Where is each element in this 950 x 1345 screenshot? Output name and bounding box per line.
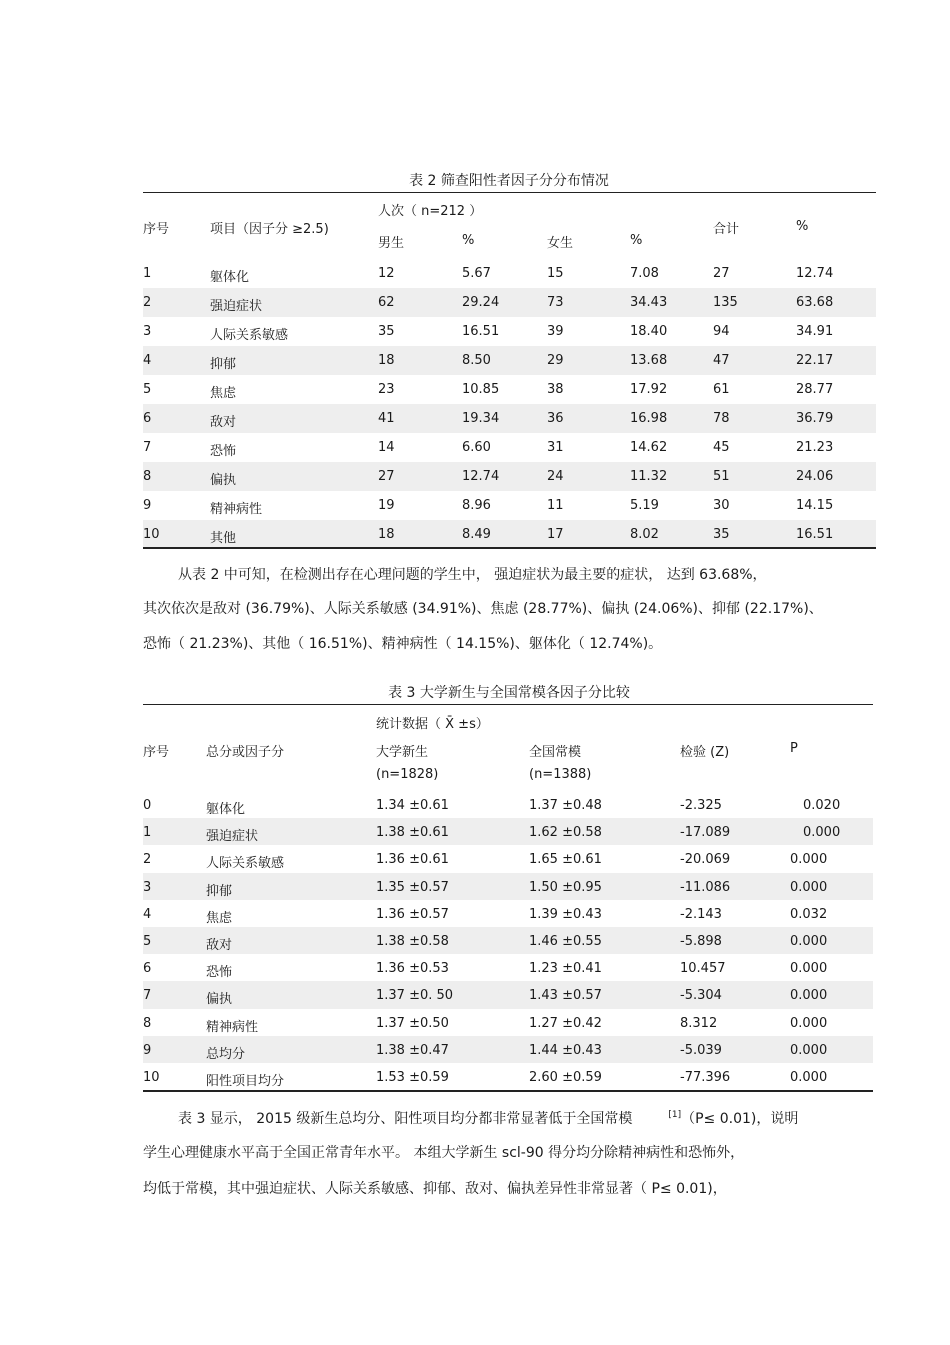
table2-cell-total: 78 bbox=[713, 411, 730, 426]
t2-header-item: 项目（因子分 ≥2.5) bbox=[210, 222, 329, 237]
table3-cell-p: 0.000 bbox=[790, 1015, 828, 1031]
table3-cell-no: 9 bbox=[143, 1042, 152, 1058]
table2-cell-female: 11 bbox=[547, 498, 564, 513]
table2-cell-total: 27 bbox=[713, 266, 730, 281]
t3-header-freshmen-n: (n=1828) bbox=[376, 767, 439, 782]
table2-cell-male: 27 bbox=[378, 469, 395, 484]
table2-cell-total-pct: 36.79 bbox=[796, 411, 834, 426]
table2-cell-male: 18 bbox=[378, 527, 395, 542]
t2-header-female-pct: % bbox=[630, 233, 643, 248]
table2-top-rule bbox=[143, 192, 876, 193]
table2-cell-item: 人际关系敏感 bbox=[210, 328, 289, 343]
table3-cell-norm: 1.62 ±0.58 bbox=[529, 825, 602, 841]
table2-cell-female-pct: 11.32 bbox=[630, 469, 668, 484]
table2-cell-item: 抑郁 bbox=[210, 357, 237, 372]
table2-cell-no: 9 bbox=[143, 498, 152, 513]
table3-cell-no: 3 bbox=[143, 879, 152, 895]
table2-cell-total-pct: 34.91 bbox=[796, 324, 834, 339]
table2-cell-total-pct: 21.23 bbox=[796, 440, 834, 455]
table3-cell-norm: 1.37 ±0.48 bbox=[529, 798, 602, 813]
table2-cell-female: 29 bbox=[547, 353, 564, 368]
table3-cell-no: 7 bbox=[143, 988, 152, 1004]
row-shading bbox=[143, 346, 876, 375]
row-shading bbox=[143, 873, 873, 900]
table3-caption: 表 3 大学新生与全国常模各因子分比较 bbox=[388, 685, 630, 701]
table3-cell-norm: 2.60 ±0.59 bbox=[529, 1070, 602, 1085]
t2-header-no: 序号 bbox=[143, 222, 170, 237]
row-shading bbox=[143, 927, 873, 954]
paragraph2-line1-a: 表 3 显示， 2015 级新生总均分、阳性项目均分都非常显著低于全国常模 bbox=[178, 1111, 633, 1127]
table2-cell-total: 30 bbox=[713, 498, 730, 513]
t3-header-norm-n: (n=1388) bbox=[529, 767, 592, 782]
table3-cell-p: 0.000 bbox=[803, 825, 841, 841]
table2-caption: 表 2 筛查阳性者因子分分布情况 bbox=[409, 173, 609, 189]
table3-cell-p: 0.032 bbox=[790, 906, 828, 922]
table2-cell-total-pct: 22.17 bbox=[796, 353, 834, 368]
t3-header-norm: 全国常模 bbox=[529, 745, 582, 760]
t2-header-male-pct: % bbox=[462, 233, 475, 248]
table2-cell-total-pct: 24.06 bbox=[796, 469, 834, 484]
table3-cell-p: 0.000 bbox=[790, 934, 828, 949]
table3-cell-freshmen: 1.53 ±0.59 bbox=[376, 1070, 449, 1085]
table2-cell-total: 94 bbox=[713, 324, 730, 339]
table3-cell-freshmen: 1.37 ±0. 50 bbox=[376, 988, 454, 1004]
table2-cell-male: 14 bbox=[378, 440, 395, 455]
table2-bottom-rule bbox=[143, 547, 876, 549]
table3-cell-factor: 偏执 bbox=[206, 992, 233, 1008]
row-shading bbox=[143, 981, 873, 1008]
citation-ref[interactable]: [1] bbox=[668, 1110, 682, 1120]
table2-cell-male-pct: 5.67 bbox=[462, 266, 491, 281]
table3-cell-p: 0.000 bbox=[790, 1070, 828, 1085]
table2-cell-female-pct: 16.98 bbox=[630, 411, 668, 426]
table3-cell-z: -17.089 bbox=[680, 825, 731, 841]
table2-cell-item: 恐怖 bbox=[210, 444, 237, 459]
table2-cell-male-pct: 8.96 bbox=[462, 498, 491, 513]
table2-cell-male-pct: 6.60 bbox=[462, 440, 491, 455]
t3-header-factor: 总分或因子分 bbox=[206, 745, 285, 760]
table2-cell-item: 精神病性 bbox=[210, 502, 263, 517]
t3-header-z: 检验 (Z) bbox=[680, 745, 730, 760]
table3-cell-norm: 1.44 ±0.43 bbox=[529, 1042, 602, 1058]
table2-cell-male: 62 bbox=[378, 295, 395, 310]
table2-cell-item: 躯体化 bbox=[210, 270, 250, 285]
paragraph2-line1-b: （P≤ 0.01)，说明 bbox=[681, 1111, 799, 1127]
table3-cell-no: 1 bbox=[143, 825, 152, 841]
table3-cell-factor: 总均分 bbox=[206, 1046, 246, 1062]
table2-cell-no: 8 bbox=[143, 469, 152, 484]
table2-cell-total: 61 bbox=[713, 382, 730, 397]
table2-cell-total: 47 bbox=[713, 353, 730, 368]
table2-cell-item: 敌对 bbox=[210, 415, 237, 430]
table2-cell-no: 2 bbox=[143, 295, 152, 310]
table3-cell-z: -5.304 bbox=[680, 988, 722, 1004]
t3-header-group: 统计数据（ X̄ ±s） bbox=[376, 717, 489, 732]
table3-cell-p: 0.000 bbox=[790, 852, 828, 868]
table3-cell-freshmen: 1.36 ±0.57 bbox=[376, 906, 449, 922]
table3-cell-factor: 敌对 bbox=[206, 938, 233, 953]
table3-cell-norm: 1.23 ±0.41 bbox=[529, 961, 602, 977]
table3-cell-z: 10.457 bbox=[680, 961, 726, 977]
table3-cell-freshmen: 1.38 ±0.47 bbox=[376, 1042, 449, 1058]
table2-cell-male-pct: 8.50 bbox=[462, 353, 491, 368]
row-shading bbox=[143, 1036, 873, 1063]
table3-cell-factor: 焦虑 bbox=[206, 910, 233, 926]
table2-cell-male-pct: 12.74 bbox=[462, 469, 500, 484]
table2-cell-total: 35 bbox=[713, 527, 730, 542]
table2-cell-female: 15 bbox=[547, 266, 564, 281]
table3-cell-p: 0.020 bbox=[803, 798, 841, 813]
table2-cell-male-pct: 10.85 bbox=[462, 382, 500, 397]
table2-cell-female: 24 bbox=[547, 469, 564, 484]
table3-cell-p: 0.000 bbox=[790, 988, 828, 1004]
table2-cell-female: 36 bbox=[547, 411, 564, 426]
table2-cell-female: 17 bbox=[547, 527, 564, 542]
table2-cell-female-pct: 34.43 bbox=[630, 295, 668, 310]
table2-cell-female-pct: 17.92 bbox=[630, 382, 668, 397]
table3-bottom-rule bbox=[143, 1090, 873, 1092]
table2-cell-total-pct: 63.68 bbox=[796, 295, 834, 310]
table2-cell-female: 31 bbox=[547, 440, 564, 455]
t2-header-group: 人次（ n=212 ） bbox=[378, 204, 483, 219]
table3-cell-norm: 1.50 ±0.95 bbox=[529, 879, 602, 895]
table2-cell-no: 1 bbox=[143, 266, 152, 281]
table2-cell-no: 7 bbox=[143, 440, 152, 455]
table3-cell-freshmen: 1.37 ±0.50 bbox=[376, 1015, 449, 1031]
table3-cell-z: 8.312 bbox=[680, 1015, 718, 1031]
table3-cell-factor: 躯体化 bbox=[206, 802, 246, 817]
paragraph1-line3: 恐怖（ 21.23%)、其他（ 16.51%)、精神病性（ 14.15%)、躯体化（ 12.74%)。 bbox=[143, 636, 663, 652]
table3-cell-z: -2.143 bbox=[680, 906, 722, 922]
table2-cell-no: 10 bbox=[143, 527, 160, 542]
table3-cell-factor: 阳性项目均分 bbox=[206, 1074, 285, 1089]
table2-cell-total: 51 bbox=[713, 469, 730, 484]
table2-cell-male-pct: 29.24 bbox=[462, 295, 500, 310]
table2-cell-male: 19 bbox=[378, 498, 395, 513]
table3-cell-no: 10 bbox=[143, 1070, 160, 1085]
table3-cell-no: 6 bbox=[143, 961, 152, 977]
table3-cell-factor: 强迫症状 bbox=[206, 829, 259, 845]
t2-header-male: 男生 bbox=[378, 236, 405, 251]
table3-cell-freshmen: 1.36 ±0.61 bbox=[376, 852, 449, 868]
table2-cell-female-pct: 8.02 bbox=[630, 527, 659, 542]
paragraph1-line1: 从表 2 中可知，在检测出存在心理问题的学生中， 强迫症状为最主要的症状， 达到 63.68%， bbox=[178, 567, 767, 583]
table3-cell-z: -5.039 bbox=[680, 1042, 722, 1058]
table3-cell-factor: 抑郁 bbox=[206, 883, 233, 899]
paragraph2-line1 bbox=[178, 1108, 798, 1128]
table3-cell-no: 8 bbox=[143, 1015, 152, 1031]
t3-header-p: P bbox=[790, 741, 798, 756]
table3-cell-freshmen: 1.35 ±0.57 bbox=[376, 879, 449, 895]
table2-cell-male: 12 bbox=[378, 266, 395, 281]
table3-cell-z: -11.086 bbox=[680, 879, 731, 895]
t3-header-no: 序号 bbox=[143, 745, 170, 760]
table3-cell-z: -77.396 bbox=[680, 1070, 731, 1085]
table2-cell-total-pct: 14.15 bbox=[796, 498, 834, 513]
table2-cell-item: 其他 bbox=[210, 531, 237, 546]
table3-cell-norm: 1.43 ±0.57 bbox=[529, 988, 602, 1004]
table2-cell-item: 偏执 bbox=[210, 473, 237, 488]
table2-cell-male: 41 bbox=[378, 411, 395, 426]
table3-cell-norm: 1.39 ±0.43 bbox=[529, 906, 602, 922]
table2-cell-total-pct: 12.74 bbox=[796, 266, 834, 281]
table2-cell-item: 焦虑 bbox=[210, 386, 237, 401]
table3-cell-factor: 精神病性 bbox=[206, 1019, 259, 1035]
table2-cell-male-pct: 8.49 bbox=[462, 527, 491, 542]
table2-cell-male: 35 bbox=[378, 324, 395, 339]
row-shading bbox=[143, 520, 876, 549]
table2-cell-male-pct: 16.51 bbox=[462, 324, 500, 339]
table3-cell-norm: 1.27 ±0.42 bbox=[529, 1015, 602, 1031]
table3-cell-factor: 恐怖 bbox=[206, 965, 233, 981]
table3-cell-no: 5 bbox=[143, 934, 152, 949]
table3-cell-norm: 1.46 ±0.55 bbox=[529, 934, 602, 949]
table2-cell-female-pct: 5.19 bbox=[630, 498, 659, 513]
paragraph2-line2: 学生心理健康水平高于全国正常青年水平。 本组大学新生 scl-90 得分均分除精神病性和恐怖外， bbox=[143, 1145, 745, 1161]
table3-cell-z: -2.325 bbox=[680, 798, 722, 813]
table2-cell-no: 6 bbox=[143, 411, 152, 426]
table2-cell-female: 73 bbox=[547, 295, 564, 310]
table3-cell-no: 4 bbox=[143, 906, 152, 922]
table2-cell-female-pct: 14.62 bbox=[630, 440, 668, 455]
row-shading bbox=[143, 462, 876, 491]
paragraph1-line2: 其次依次是敌对 (36.79%)、人际关系敏感 (34.91%)、焦虑 (28.77%)、偏执 (24.06%)、抑郁 (22.17%)、 bbox=[143, 601, 823, 617]
table3-top-rule bbox=[143, 704, 873, 705]
table2-cell-female-pct: 7.08 bbox=[630, 266, 659, 281]
table3-cell-freshmen: 1.38 ±0.58 bbox=[376, 934, 449, 949]
t2-header-total-pct: % bbox=[796, 219, 809, 234]
table2-cell-female-pct: 18.40 bbox=[630, 324, 668, 339]
paragraph2-line3: 均低于常模，其中强迫症状、人际关系敏感、抑郁、敌对、偏执差异性非常显著（ P≤ 0.01)， bbox=[143, 1181, 727, 1197]
table3-cell-freshmen: 1.36 ±0.53 bbox=[376, 961, 449, 977]
table2-cell-female: 39 bbox=[547, 324, 564, 339]
table2-cell-female-pct: 13.68 bbox=[630, 353, 668, 368]
table3-cell-freshmen: 1.38 ±0.61 bbox=[376, 825, 449, 841]
table2-cell-no: 3 bbox=[143, 324, 152, 339]
table3-cell-p: 0.000 bbox=[790, 879, 828, 895]
table2-cell-male-pct: 19.34 bbox=[462, 411, 500, 426]
row-shading bbox=[143, 404, 876, 433]
table2-cell-no: 4 bbox=[143, 353, 152, 368]
table2-cell-no: 5 bbox=[143, 382, 152, 397]
t3-header-freshmen: 大学新生 bbox=[376, 745, 429, 760]
t2-header-female: 女生 bbox=[547, 236, 574, 251]
table3-cell-p: 0.000 bbox=[790, 961, 828, 977]
table2-cell-male: 23 bbox=[378, 382, 395, 397]
table2-cell-total: 135 bbox=[713, 295, 738, 310]
table2-cell-item: 强迫症状 bbox=[210, 299, 263, 314]
t2-header-total: 合计 bbox=[713, 222, 740, 237]
table3-cell-z: -5.898 bbox=[680, 934, 722, 949]
table2-cell-total: 45 bbox=[713, 440, 730, 455]
table3-cell-norm: 1.65 ±0.61 bbox=[529, 852, 602, 868]
table2-cell-total-pct: 28.77 bbox=[796, 382, 834, 397]
table3-cell-no: 2 bbox=[143, 852, 152, 868]
table3-cell-freshmen: 1.34 ±0.61 bbox=[376, 798, 449, 813]
table3-cell-p: 0.000 bbox=[790, 1042, 828, 1058]
table3-cell-z: -20.069 bbox=[680, 852, 731, 868]
table2-cell-male: 18 bbox=[378, 353, 395, 368]
table2-cell-female: 38 bbox=[547, 382, 564, 397]
table3-cell-no: 0 bbox=[143, 798, 152, 813]
table2-cell-total-pct: 16.51 bbox=[796, 527, 834, 542]
table3-cell-factor: 人际关系敏感 bbox=[206, 856, 285, 872]
